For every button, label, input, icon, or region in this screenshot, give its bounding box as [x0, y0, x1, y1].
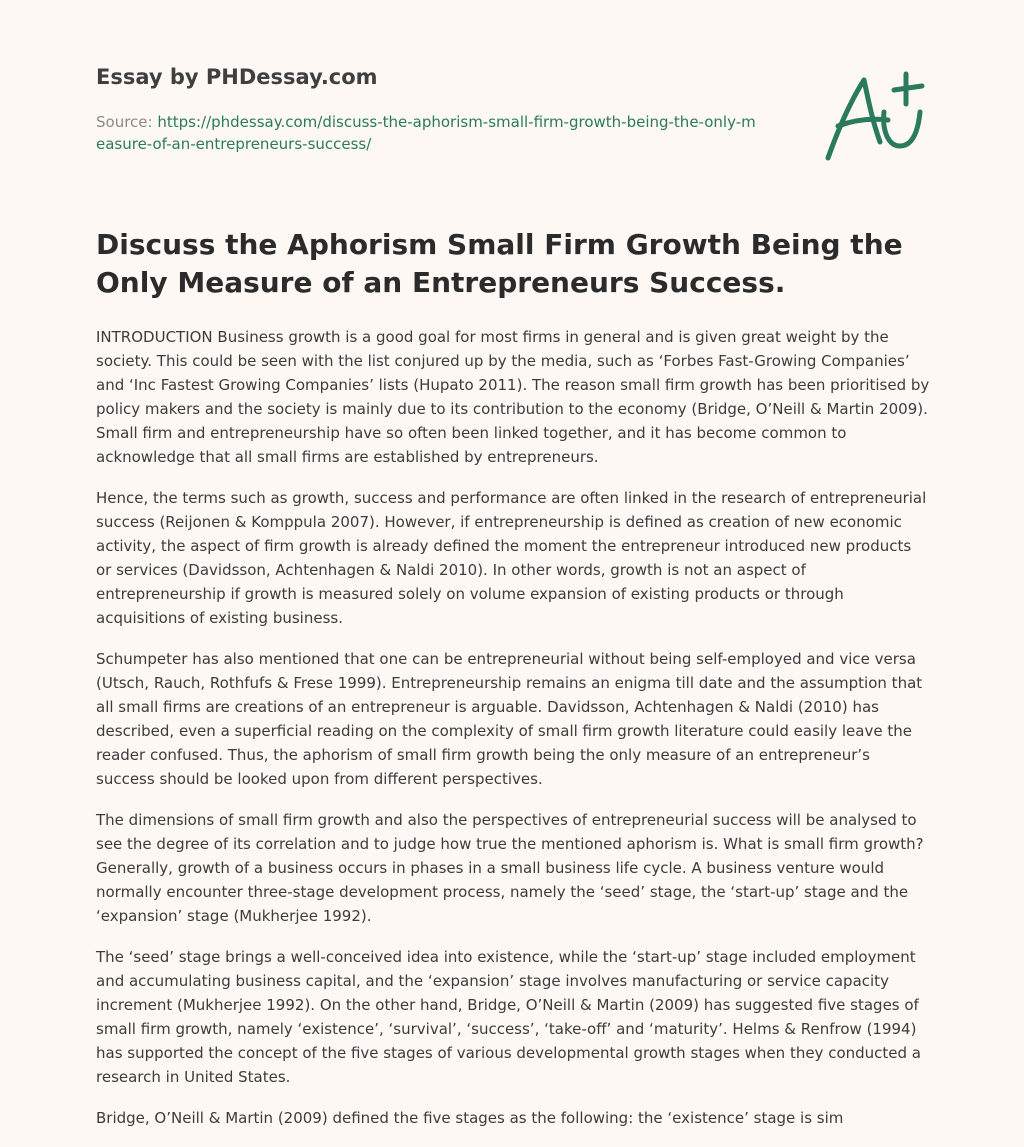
a-plus-grade-icon — [824, 68, 928, 164]
essay-paragraph: Hence, the terms such as growth, success and performance are often linked in the research of entrepreneurial success (Reijonen & Komppula 2007). However, if entrepreneurship is defined as creation of new economic activity, the aspect of firm growth is already defined the moment the entrepreneur introduced new products or services (Davidsson, Achtenhagen & Naldi 2010). In other words, growth is not an aspect of entrepreneurship if growth is measured solely on volume expansion of existing products or through acquisitions of existing business. — [96, 489, 927, 627]
essay-page — [96, 0, 930, 1127]
essay-paragraph: Schumpeter has also mentioned that one can be entrepreneurial without being self-employed and vice versa (Utsch, Rauch, Rothfufs & Frese 1999). Entrepreneurship remains an enigma till date and the assumption that all small firms are creations of an entrepreneur is arguable. Davidsson, Achtenhagen & Naldi (2010) has described, even a superficial reading on the complexity of small firm growth literature could easily leave the reader confused. Thus, the aphorism of small firm growth being the only measure of an entrepreneur’s success should be looked upon from different perspectives. — [96, 650, 923, 788]
essay-title: Discuss the Aphorism Small Firm Growth Being the Only Measure of an Entrepreneurs Success. — [96, 228, 903, 299]
site-header — [96, 0, 930, 190]
essay-paragraph: INTRODUCTION Business growth is a good goal for most firms in general and is given great weight by the society. This could be seen with the list conjured up by the media, such as ‘Forbes Fast-Growing Companies’ and ‘Inc Fastest Growing Companies’ lists (Hupato 2011). The reason small firm growth has been prioritised by policy makers and the society is mainly due to its contribution to the economy (Bridge, O’Neill & Martin 2009). Small firm and entrepreneurship have so often been linked together, and it has become common to acknowledge that all small firms are established by entrepreneurs. — [96, 328, 930, 466]
essay-paragraph: The dimensions of small firm growth and also the perspectives of entrepreneurial success will be analysed to see the degree of its correlation and to judge how true the mentioned aphorism is. What is small firm growth? Generally, growth of a business occurs in phases in a small business life cycle. A business venture would normally encounter three-stage development process, namely the ‘seed’ stage, the ‘start-up’ stage and the ‘expansion’ stage (Mukherjee 1992). — [96, 811, 924, 925]
source-link[interactable]: https://phdessay.com/discuss-the-aphorism-small-firm-growth-being-the-only-measure-of-an-entrepreneurs-success/ — [96, 113, 756, 153]
source-line — [96, 111, 756, 155]
source-label: Source: — [96, 113, 153, 131]
essay-paragraph: Bridge, O’Neill & Martin (2009) defined the five stages as the following: the ‘existence’ stage is sim — [96, 1109, 844, 1127]
essay-body — [96, 325, 930, 1147]
site-title: Essay by PHDessay.com — [96, 65, 378, 89]
essay-paragraph: The ‘seed’ stage brings a well-conceived idea into existence, while the ‘start-up’ stage included employment and accumulating business capital, and the ‘expansion’ stage involves manufacturing or service capacity increment (Mukherjee 1992). On the other hand, Bridge, O’Neill & Martin (2009) has suggested five stages of small firm growth, namely ‘existence’, ‘survival’, ‘success’, ‘take-off’ and ‘maturity’. Helms & Renfrow (1994) has supported the concept of the five stages of various developmental growth stages when they conducted a research in United States. — [96, 948, 921, 1086]
